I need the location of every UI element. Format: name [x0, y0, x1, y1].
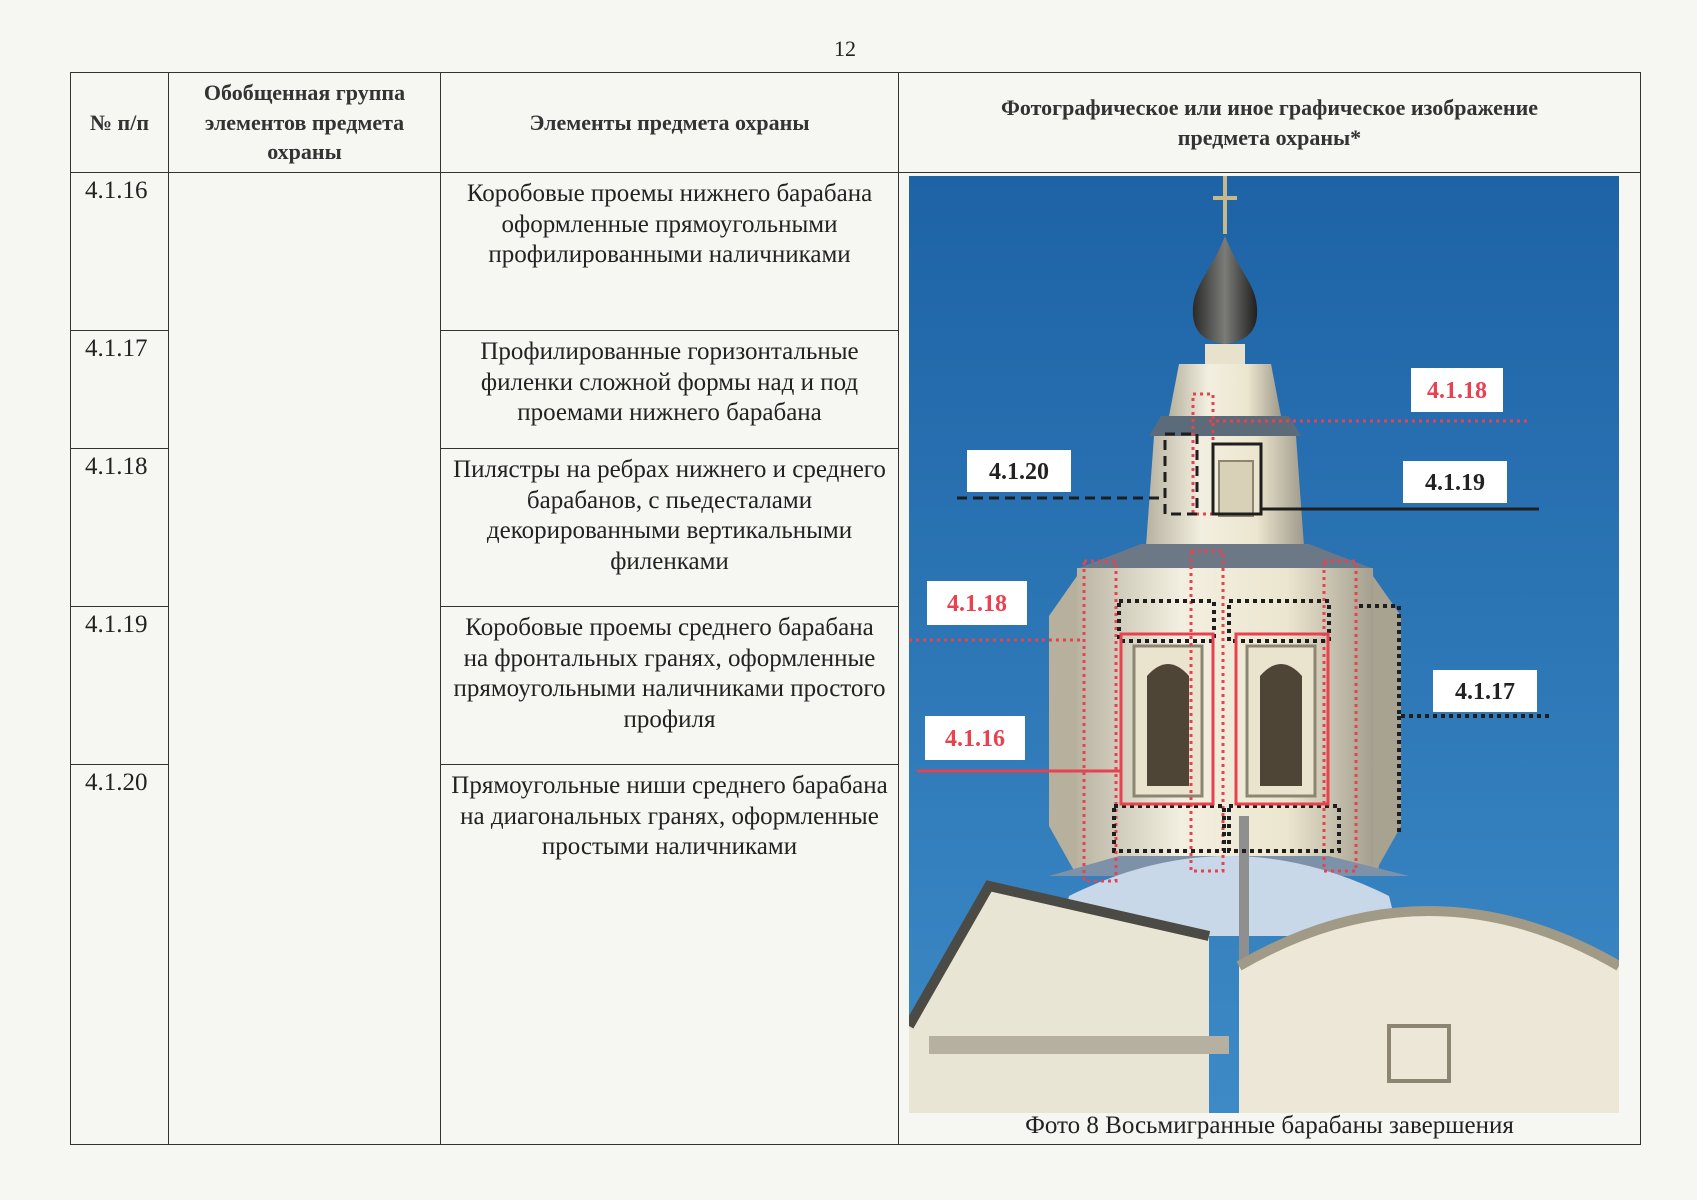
photo-cell — [899, 173, 1641, 1145]
label-4-1-18-mid — [927, 581, 1027, 625]
row-element: Прямоугольные ниши среднего барабана на диагональных гранях, оформленные простыми наличниками — [441, 765, 899, 1145]
row-num: 4.1.18 — [71, 449, 169, 607]
svg-text:4.1.18: 4.1.18 — [947, 591, 1007, 617]
row-element: Коробовые проемы среднего барабана на фронтальных гранях, оформленные прямоугольными наличниками простого профиля — [441, 607, 899, 765]
upper-drum — [1169, 364, 1281, 416]
header-num: № п/п — [71, 73, 169, 173]
church-photo — [909, 176, 1619, 1113]
row-num: 4.1.19 — [71, 607, 169, 765]
protection-table — [70, 72, 1641, 1145]
row-element: Профилированные горизонтальные филенки сложной формы над и под проемами нижнего барабана — [441, 331, 899, 449]
header-image: Фотографическое или иное графическое изображение предмета охраны* — [899, 73, 1641, 173]
label-4-1-17 — [1433, 670, 1537, 712]
table-header-row — [71, 73, 1641, 173]
window-right — [1247, 646, 1315, 796]
label-4-1-18-top — [1411, 368, 1503, 412]
page-number: 12 — [834, 36, 856, 61]
svg-text:4.1.20: 4.1.20 — [989, 459, 1049, 485]
row-num: 4.1.20 — [71, 765, 169, 1145]
svg-text:4.1.19: 4.1.19 — [1425, 470, 1485, 496]
group-cell — [169, 173, 441, 1145]
svg-text:4.1.16: 4.1.16 — [945, 726, 1005, 752]
dome-neck — [1205, 344, 1245, 364]
row-element: Коробовые проемы нижнего барабана оформленные прямоугольными профилированными наличниками — [441, 173, 899, 331]
label-4-1-20 — [967, 450, 1071, 492]
table-row — [71, 173, 1641, 331]
row-num: 4.1.16 — [71, 173, 169, 331]
row-num: 4.1.17 — [71, 331, 169, 449]
photo-caption: Фото 8 Восьмигранные барабаны завершения — [1025, 1112, 1514, 1139]
svg-text:4.1.17: 4.1.17 — [1455, 679, 1515, 705]
header-group: Обобщенная группа элементов предмета охраны — [169, 73, 441, 173]
label-4-1-19 — [1403, 461, 1507, 503]
photo-illustration — [909, 176, 1619, 1113]
label-4-1-16 — [925, 716, 1025, 760]
header-elements: Элементы предмета охраны — [441, 73, 899, 173]
row-element: Пилястры на ребрах нижнего и среднего барабанов, с пьедесталами декорированными вертикальными филенками — [441, 449, 899, 607]
svg-text:4.1.18: 4.1.18 — [1427, 378, 1487, 404]
